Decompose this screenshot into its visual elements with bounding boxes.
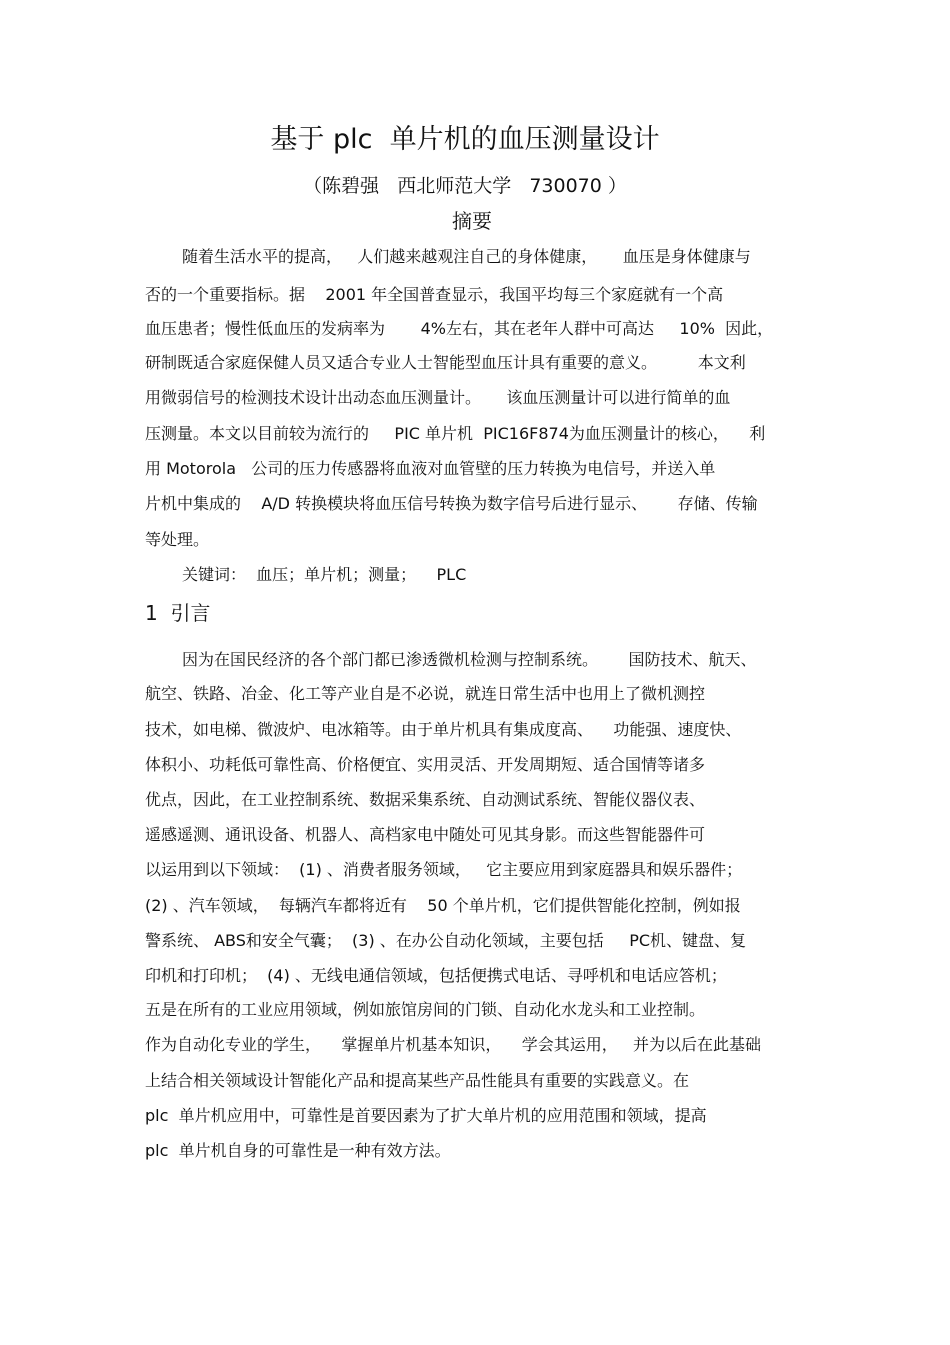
body-line: 以运用到以下领域： (1) 、消费者服务领域， 它主要应用到家庭器具和娱乐器件；	[145, 860, 743, 879]
body-line: (2) 、汽车领域， 每辆汽车都将近有 50 个单片机，它们提供智能化控制，例如报	[145, 896, 741, 915]
abstract-line: 研制既适合家庭保健人员又适合专业人士智能型血压计具有重要的意义。 本文利	[145, 353, 746, 372]
abstract-line: 压测量。本文以目前较为流行的 PIC 单片机 PIC16F874为血压测量计的核心， 利	[145, 424, 766, 443]
abstract-line: 片机中集成的 A/D 转换模块将血压信号转换为数字信号后进行显示、 存储、传输	[145, 494, 758, 513]
body-line: 技术，如电梯、微波炉、电冰箱等。由于单片机具有集成度高、 功能强、速度快、	[145, 720, 742, 739]
body-line: plc 单片机应用中，可靠性是首要因素为了扩大单片机的应用范围和领域，提高	[145, 1106, 707, 1125]
body-line: plc 单片机自身的可靠性是一种有效方法。	[145, 1141, 451, 1160]
body-line: 因为在国民经济的各个部门都已渗透微机检测与控制系统。 国防技术、航天、	[182, 650, 757, 669]
body-line: 印机和打印机； (4) 、无线电通信领域，包括便携式电话、寻呼机和电话应答机；	[145, 966, 727, 985]
document-title: 基于 plc 单片机的血压测量设计	[270, 124, 660, 155]
abstract-line: 等处理。	[145, 530, 210, 549]
section-heading-introduction: 1 引言	[145, 601, 211, 625]
keywords-line: 关键词： 血压；单片机；测量； PLC	[182, 565, 467, 584]
abstract-line: 用微弱信号的检测技术设计出动态血压测量计。 该血压测量计可以进行简单的血	[145, 388, 731, 407]
body-line: 体积小、功耗低可靠性高、价格便宜、实用灵活、开发周期短、适合国情等诸多	[145, 755, 706, 774]
body-line: 遥感遥测、通讯设备、机器人、高档家电中随处可见其身影。而这些智能器件可	[145, 825, 706, 844]
body-line: 优点，因此，在工业控制系统、数据采集系统、自动测试系统、智能仪器仪表、	[145, 790, 706, 809]
body-line: 航空、铁路、冶金、化工等产业自是不必说，就连日常生活中也用上了微机测控	[145, 684, 706, 703]
body-line: 五是在所有的工业应用领域，例如旅馆房间的门锁、自动化水龙头和工业控制。	[145, 1000, 706, 1019]
abstract-line: 血压患者；慢性低血压的发病率为 4%左右，其在老年人群中可高达 10% 因此，	[145, 319, 774, 338]
author-affiliation: （陈碧强 西北师范大学 730070 ）	[303, 175, 627, 197]
body-line: 警系统、 ABS和安全气囊； (3) 、在办公自动化领域，主要包括 PC机、键盘、复	[145, 931, 747, 950]
abstract-line: 否的一个重要指标。据 2001 年全国普查显示，我国平均每三个家庭就有一个高	[145, 285, 724, 304]
body-line: 作为自动化专业的学生， 掌握单片机基本知识， 学会其运用， 并为以后在此基础	[145, 1035, 761, 1054]
body-line: 上结合相关领域设计智能化产品和提高某些产品性能具有重要的实践意义。在	[145, 1071, 690, 1090]
abstract-heading: 摘要	[452, 209, 492, 233]
abstract-line: 用 Motorola 公司的压力传感器将血液对血管壁的压力转换为电信号，并送入单	[145, 459, 716, 478]
abstract-line: 随着生活水平的提高， 人们越来越观注自己的身体健康， 血压是身体健康与	[182, 247, 751, 266]
